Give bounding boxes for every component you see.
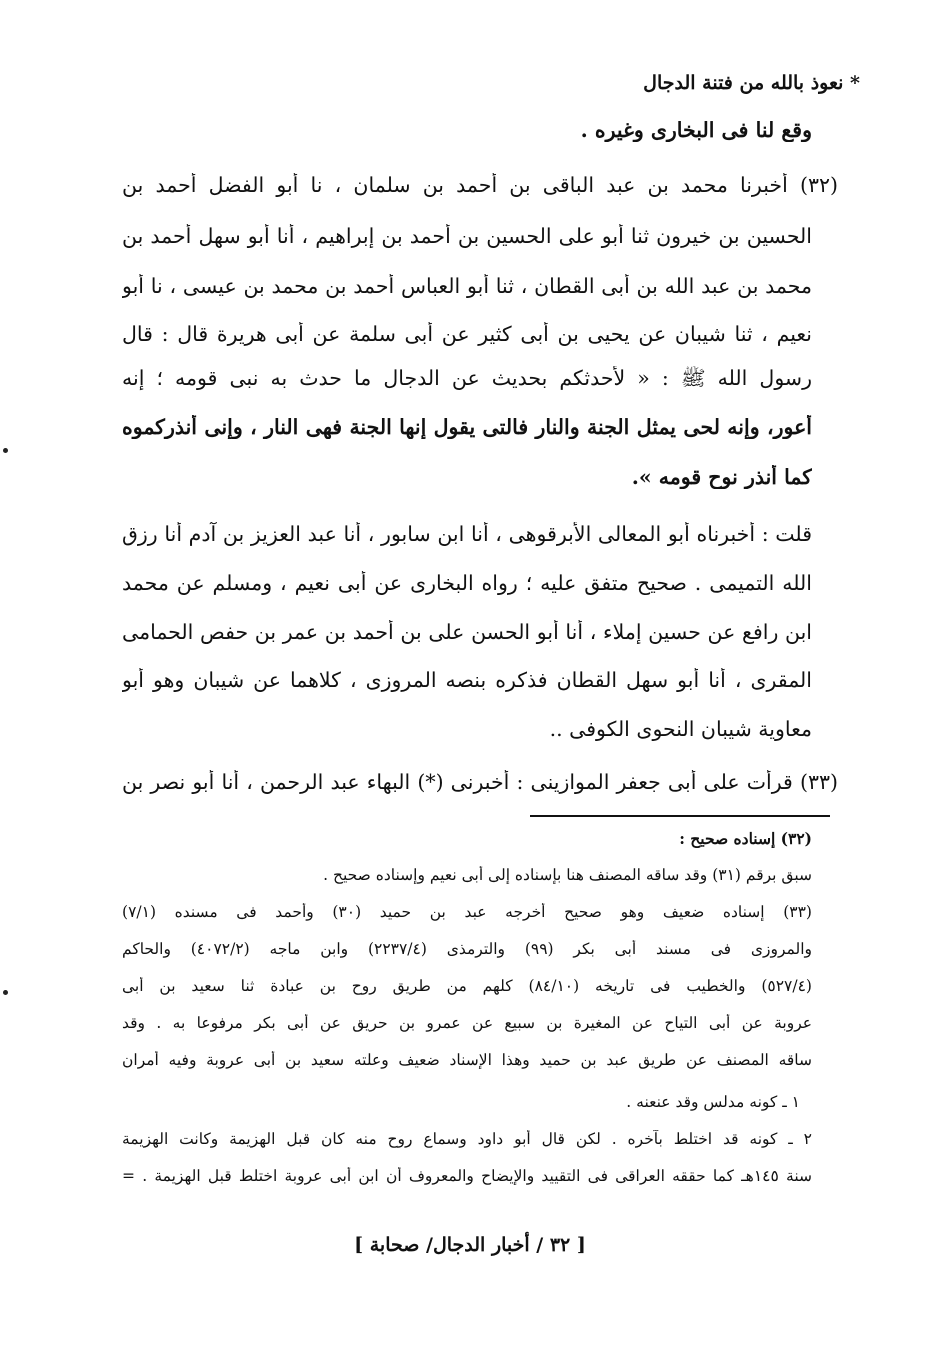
footnote-33-item-1: ١ ـ كونه مدلس وقد عنعنه . [626,1093,800,1111]
hadith32-line-4: نعيم ، ثنا شيبان عن يحيى بن أبى كثير عن أبى سلمة عن أبى هريرة قال : قال [122,322,812,346]
qult-line-5: معاوية شيبان النحوى الكوفى .. [549,717,812,741]
footnote-33-line-3: (٥٢٧/٤) والخطيب فى تاريخه (٨٤/١٠) كلهم من طريق روح بن عبادة ثنا سعيد بن أبى [122,977,812,995]
hadith33-line: (٣٣) قرأت على أبى جعفر الموازينى : أخبرنى (*) البهاء عبد الرحمن ، أنا أبو نصر بن [122,770,838,794]
page-footer: [ ٣٢ / أخبار الدجال/ صحابة ] [354,1234,586,1256]
footnote-32-heading: (٣٢) إسناده صحيح : [679,829,812,848]
footnote-33-line-5: ساقه المصنف عن طريق عبد بن حميد وهذا الإسناد ضعيف وعلته سعيد بن أبى عروبة وفيه أمران [122,1051,812,1069]
hadith32-line-1: (٣٢) أخبرنا محمد بن عبد الباقى بن أحمد بن سلمان ، نا أبو الفضل أحمد بن [122,173,838,197]
running-header: * نعوذ بالله من فتنة الدجال [643,72,860,94]
footnote-33-item-2: ٢ ـ كونه قد اختلط بآخره . لكن قال أبو داود وسماع روح منه كان قبل الهزيمة وكانت الهزيمة [122,1130,812,1148]
intro-line: وقع لنا فى البخارى وغيره . [580,118,812,142]
footnote-32-text: سبق برقم (٣١) وقد ساقه المصنف هنا بإسناده إلى أبى نعيم وإسناده صحيح . [323,866,812,884]
hadith32-line-7: كما أنذر نوح قومه ». [631,465,812,489]
footnote-33-line-4: عروبة عن أبى التياح عن المغيرة بن سبيع عن عمرو بن حريق عن أبى بكر مرفوعا به . وقد [122,1014,812,1032]
scan-speck-1 [3,448,8,453]
hadith32-line-3: محمد بن عبد الله بن أبى القطان ، ثنا أبو العباس أحمد بن محمد بن عيسى ، نا أبو [122,274,812,298]
footnote-33-line-1: (٣٣) إسناده ضعيف وهو صحيح أخرجه عبد بن حميد (٣٠) وأحمد فى مسنده (٧/١) [122,903,812,921]
footnote-33-item-2-cont: سنة ١٤٥هـ كما حققه العراقى فى التقييد والإيضاح والمعروف أن ابن أبى عروبة اختلط قبل الهزيمة . = [122,1167,812,1185]
qult-line-4: المقرى ، أنا أبو سهل القطان فذكره بنصه المروزى ، كلاهما عن شيبان وهو أبو [122,668,812,692]
footnote-separator [530,815,830,817]
scan-speck-2 [3,990,8,995]
qult-line-3: ابن رافع عن حسين إملاء ، أنا أبو الحسن على بن أحمد بن عمر بن حفص الحمامى [122,620,812,644]
footnote-33-line-2: والمروزى فى مسند أبى بكر (٩٩) والترمذى (٢٢٣٧/٤) وابن ماجه (٤٠٧٢/٢) والحاكم [122,940,812,958]
hadith32-line-6: أعور، وإنه لحى يمثل الجنة والنار فالتى يقول إنها الجنة فهى النار ، وإنى أنذركموه [122,415,812,439]
hadith32-line-5: رسول الله ﷺ : « لأحدثكم بحديث عن الدجال ما حدث به نبى قومه ؛ إنه [122,366,812,390]
hadith32-line-2: الحسين بن خيرون ثنا أبو على الحسين بن أحمد بن إبراهيم ، أنا أبو سهل أحمد بن [122,224,812,248]
qult-line-2: الله التميمى . صحيح متفق عليه ؛ رواه البخارى عن أبى نعيم ، ومسلم عن محمد [122,571,812,595]
qult-line-1: قلت : أخبرناه أبو المعالى الأبرقوهى ، أنا ابن سابور ، أنا عبد العزيز بن آدم أنا رزق [122,522,812,546]
